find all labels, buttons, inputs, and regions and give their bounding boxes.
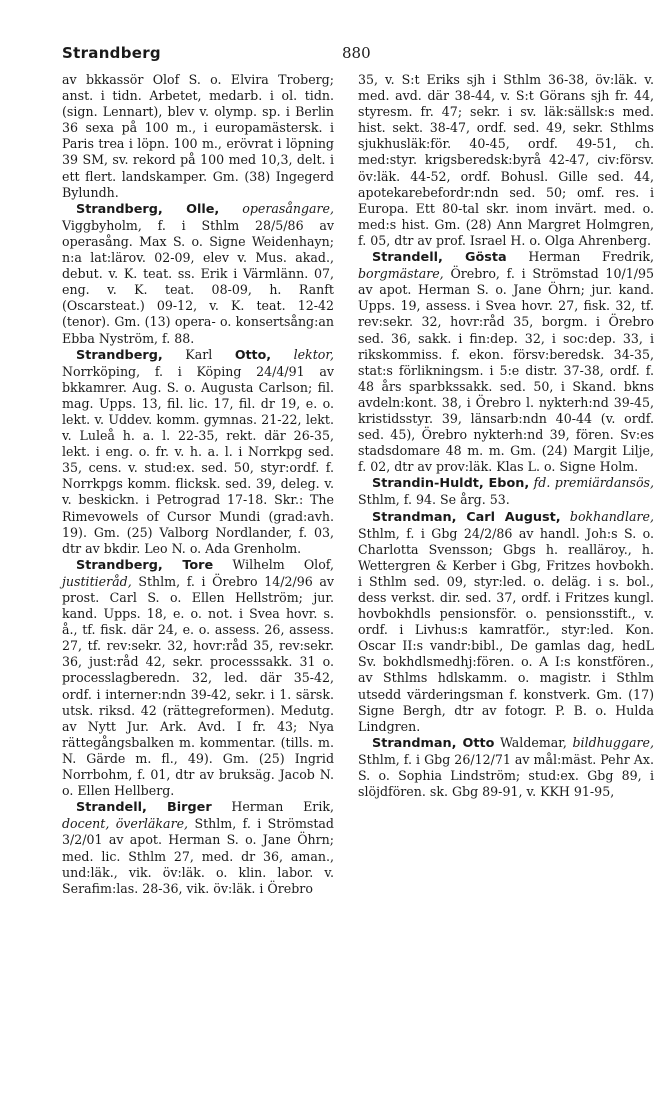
entry-name: Strandberg,	[76, 347, 163, 363]
entry-given-names: Herman Fredrik,	[528, 249, 654, 265]
biography-entry	[358, 735, 654, 800]
entry-text: Örebro, f. i Strömstad 10/1/95 av apot. Herman S. o. Jane Öhrn; jur. kand. Upps. 19, assess. i Svea hovr. 27, fisk. 32, tf. rev:sekr. 32, hovr:råd 35, borgm. i Örebro sed. 36, sakk. i fin:dep. 32, i soc:dep. 33, i rikskommiss. f. ekon. försv:beredsk. 34-35, stat:s förlikningsm. i 5:e distr. 37-38, ordf. f. 48 års sparbkssakk. sed. 50, i Skand. bkns avdeln:kont. 38, i Örebro l. nykterh:nd 39-45, kristidsstyr. 39, länsarb:ndn 40-44 (v. ordf. sed. 45), Örebro nykterh:nd 39, fören. Sv:es stadsdomare 48 m. m. Gm. (24) Margit Lilje, f. 02, dtr av prov:läk. Klas L. o. Signe Holm.	[358, 266, 654, 475]
entry-name: Strandman, Carl August,	[372, 509, 561, 525]
entry-given-names: Wilhelm Olof,	[232, 556, 334, 572]
entry-occupation: fd. premiärdansös,	[533, 475, 654, 491]
biography-entry	[358, 475, 654, 508]
entry-name: Strandman, Otto	[372, 735, 495, 751]
entry-occupation: lektor,	[293, 346, 334, 362]
entry-given-names: Waldemar,	[499, 734, 567, 750]
biography-entry	[358, 249, 654, 475]
entry-text: Sthlm, f. i Gbg 26/12/71 av mål:mäst. Pehr Ax. S. o. Sophia Lindström; stud:ex. Gbg 89, i slöjdfören. sk. Gbg 89-91, v. KKH 91-95,	[358, 751, 654, 800]
entry-text: Norrköping, f. i Köping 24/4/91 av bkkamrer. Aug. S. o. Augusta Carlson; fil. mag. Upps. 13, fil. lic. 17, fil. dr 19, e. o. lekt. v. Uddev. komm. gymnas. 21-22, lekt. v. Luleå h. a. l. 22-35, rekt. där 26-35, lekt. i eng. o. fr. v. h. a. l. i Norrkpg sed. 35, cens. v. stud:ex. sed. 50, styr:ordf. f. Norrkpgs komm. flicksk. sed. 39, deleg. v. v. beskickn. i Petrograd 17-18. Skr.: The Rimevowels of Cursor Mundi (grad:avh. 19). Gm. (25) Valborg Nordlander, f. 03, dtr av bkdir. Leo N. o. Ada Grenholm.	[62, 363, 334, 556]
biography-entry	[62, 557, 334, 799]
running-head: Strandberg	[62, 44, 161, 62]
entry-occupation: docent, överläkare,	[62, 816, 189, 832]
entry-occupation: borgmästare,	[358, 266, 444, 282]
entry-name: Strandin-Huldt, Ebon,	[372, 476, 530, 492]
page-number: 880	[342, 44, 371, 62]
page-header	[62, 44, 654, 68]
entry-text: Sthlm, f. i Strömstad 3/2/01 av apot. Herman S. o. Jane Öhrn; med. lic. Sthlm 27, med. dr 36, aman., und:läk., vik. öv:läk. o. klin. labor. v. Serafim:las. 28-36, vik. öv:läk. i Örebro	[62, 816, 334, 896]
entry-given-names: Karl	[185, 346, 213, 362]
entry-name: Strandell, Gösta	[372, 250, 507, 266]
entry-text: Sthlm, f. i Gbg 24/2/86 av handl. Joh:s S. o. Charlotta Svensson; Gbgs h. realläroy., h. Wettergren & Kerber i Gbg, Fritzes hovbokh. i Sthlm sed. 09, styr:led. o. deläg. i s. bol., dess verkst. dir. sed. 37, ordf. i Fritzes kungl. hovbokhdls pensionsför. o. pensionsstift., v. ordf. i Livhus:s kamratför., styr:led. Kon. Oscar II:s vandr:bibl., De gamlas dag, hedL Sv. bokhdlsmedhj:fören. o. A I:s konstfören., av Sthlms hdlskamm. o. magistr. i Sthlm utsedd värderingsman f. konstverk. Gm. (17) Signe Bergh, dtr av fotogr. P. B. o. Hulda Lindgren.	[358, 525, 654, 734]
entry-name: Strandell, Birger	[76, 800, 212, 816]
entry-called-name: Otto,	[234, 346, 272, 362]
entry-given-names: Herman Erik,	[231, 799, 334, 815]
entry-name: Strandberg, Tore	[76, 557, 214, 573]
right-column	[358, 72, 654, 800]
entry-continuation: av bkkassör Olof S. o. Elvira Troberg; anst. i tidn. Arbetet, medarb. i ol. tidn. (sign. Lennart), blev v. olymp. sp. i Berlin 36 sexa på 100 m., i europamästersk. i Paris trea i löpn. 100 m., erövrat i löpning 39 SM, sv. rekord på 100 med 10,3, delt. i ett flert. landskamper. Gm. (38) Ingegerd Bylundh.	[62, 72, 334, 200]
entry-text: Sthlm, f. 94. Se årg. 53.	[358, 492, 510, 508]
entry-occupation: bokhandlare,	[569, 508, 654, 524]
biography-entry	[62, 347, 334, 557]
entry-occupation: justitieråd,	[62, 573, 132, 589]
entry-occupation: bildhuggare,	[572, 734, 654, 750]
entry-continuation: 35, v. S:t Eriks sjh i Sthlm 36-38, öv:läk. v. med. avd. där 38-44, v. S:t Görans sjh fr. 44, styresm. fr. 47; sekr. i sv. läk:sällsk:s med. hist. sekt. 38-47, ordf. sed. 49, sekr. Sthlms sjukhusläk:för. 40-45, ordf. 49-51, ch. med:styr. krigsberedsk:byrå 42-47, civ:försv. öv:läk. 44-52, ordf. Bohusl. Gille sed. 44, apotekarebefordr:ndn sed. 50; omf. res. i Europa. Ett 80-tal skr. inom invärt. med. o. med:s hist. Gm. (28) Ann Margret Holmgren, f. 05, dtr av prof. Israel H. o. Olga Ahrenberg.	[358, 72, 654, 248]
entry-text: Viggbyholm, f. i Sthlm 28/5/86 av operasång. Max S. o. Signe Weidenhayn; n:a lat:lärov. 02-09, elev v. Mus. akad., debut. v. K. teat. ss. Erik i Värmlänn. 07, eng. v. K. teat. 08-09, h. Ranft (Oscarsteat.) 09-12, v. K. teat. 12-42 (tenor). Gm. (13) opera- o. konsertsång:an Ebba Nyström, f. 88.	[62, 217, 334, 346]
biography-entry	[62, 201, 334, 347]
biography-entry	[358, 509, 654, 735]
left-column	[62, 72, 334, 897]
entry-name: Strandberg, Olle,	[76, 201, 220, 217]
entry-occupation: operasångare,	[242, 200, 334, 216]
biography-entry	[62, 799, 334, 897]
entry-text: Sthlm, f. i Örebro 14/2/96 av prost. Carl S. o. Ellen Hellström; jur. kand. Upps. 18, e. o. not. i Svea hovr. s. å., tf. fisk. där 24, e. o. assess. 26, assess. 27, tf. rev:sekr. 32, hovr:råd 35, rev:sekr. 36, just:råd 42, sekr. processsakk. 31 o. processlagberedn. 32, led. där 35-42, ordf. i interner:ndn 39-42, sekr. i 1. särsk. utsk. riksd. 42 (rättegreformen). Medutg. av Nytt Jur. Ark. Avd. I fr. 43; Nya rättegångsbalken m. kommentar. (tills. m. N. Gärde m. fl., 49). Gm. (25) Ingrid Norrbohm, f. 01, dtr av bruksäg. Jacob N. o. Ellen Hellberg.	[62, 573, 334, 799]
